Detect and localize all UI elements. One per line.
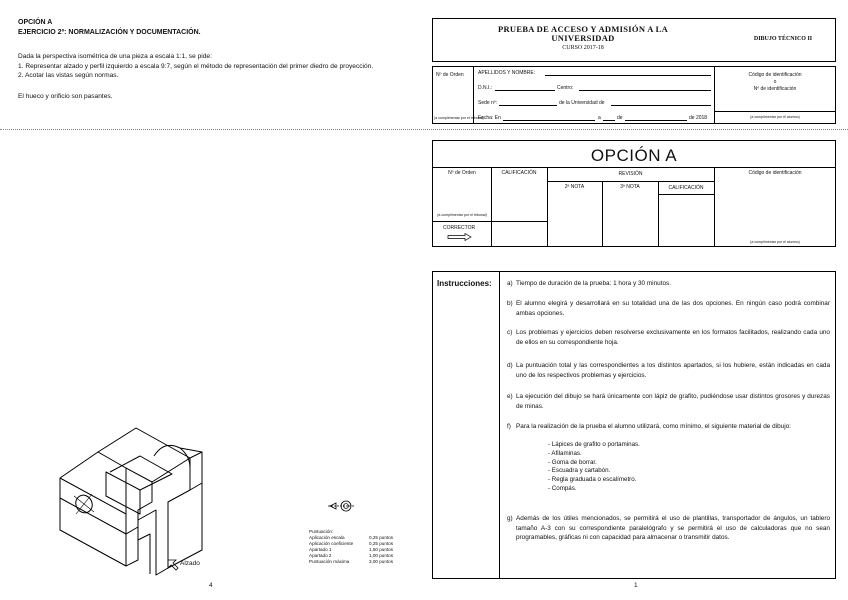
material-item: - Compás. [548,484,577,492]
grading-code-note: (a cumplimentar por el alumno) [750,240,800,244]
header-subject: DIBUJO TÉCNICO II [753,36,813,42]
date-year: de 2018 [689,115,708,121]
header-course: CURSO 2017-18 [562,45,604,51]
view-arrow-icon [166,558,180,572]
code-note: (a cumplimentar por el alumno) [750,115,800,119]
code-block [714,72,836,93]
task-1: 1. Representar alzado y perfil izquierdo a escala 9:7, según el método de representación del primer diedro de proyección. [18,63,374,70]
material-item: - Lápices de grafito o portaminas. [548,441,640,448]
date-de: de [617,115,623,121]
scoring-item: Aplicación escala [309,535,345,540]
instruction-label: b) [507,300,513,307]
scoring-block [309,529,393,565]
scoring-row [309,559,393,565]
center-label: Centro: [557,85,574,91]
dni-field[interactable] [495,90,555,91]
header-title-line1: PRUEBA DE ACCESO Y ADMISIÓN A LA [497,24,669,34]
surname-field[interactable] [545,75,711,76]
date-label: Fecha: En [478,115,501,121]
scoring-points: 0,25 puntos [369,535,394,540]
alzado-label: Alzado [180,560,200,567]
option-title: OPCIÓN A [590,146,678,165]
instruction-label: d) [507,362,513,369]
instruction-text: Los problemas y ejercicios deben resolverse exclusivamente en los formatos facilitados, realizando cada uno de ellos en su correspondiente hoja. [516,329,830,346]
scoring-item: Puntuación máxima [309,559,350,564]
material-item: - Escuadra y cartabón. [548,467,611,475]
nota2-label: 2ª NOTA [564,184,585,190]
grading-order-label: Nº de Orden [448,170,476,176]
instruction-item [507,328,830,347]
instruction-item [507,392,830,411]
date-month-field[interactable] [625,120,687,121]
scoring-item: Apartado 1 [309,547,332,552]
calificacion2-label: CALIFICACIÓN [668,185,704,191]
instruction-label: e) [507,393,513,400]
scoring-points: 0,25 puntos [369,541,394,546]
material-item: - Goma de borrar. [548,458,597,466]
nota3-label: 3ª NOTA [620,184,640,190]
header-title-line2: UNIVERSIDAD [551,33,615,43]
instruction-text: La ejecución del dibujo se hará únicamente con lápiz de grafito, pudiéndose usar distintos grosores y durezas de minas. [516,393,830,410]
left-block [60,452,126,534]
dni-label: D.N.I.: [478,85,493,91]
scoring-points: 3,00 puntos [369,559,394,564]
scoring-title: Puntuación: [309,529,334,534]
scoring-item: Aplicación coeficiente [309,541,354,546]
task-2: 2. Acotar las vistas según normas. [18,72,119,79]
seat-label: Sede nº: [478,100,498,106]
instruction-item [507,299,830,318]
exercise-heading: EJERCICIO 2º: NORMALIZACIÓN Y DOCUMENTACIÓN. [18,29,201,36]
revision-label: REVISIÓN [618,171,643,177]
intro-text: Dada la perspectiva isométrica de una pieza a escala 1:1, se pide: [18,53,212,60]
instruction-text: Para la realización de la prueba el alumno utilizará, como mínimo, el siguiente material de dibujo: [516,423,791,430]
instruction-item [507,361,830,380]
option-heading: OPCIÓN A [18,19,53,26]
university-label: de la Universidad de [559,100,605,106]
material-item: - Afilaminas. [548,449,582,457]
header-box [432,18,836,62]
order-note: (a cumplimentar por el tribunal) [434,116,484,120]
scoring-item: Apartado 2 [309,553,332,558]
instruction-item [507,514,830,543]
scoring-points: 1,50 puntos [369,547,394,552]
instruction-label: a) [507,280,513,287]
grading-order-note: (a cumplimentar por el tribunal) [437,213,487,217]
id-form-box [432,66,836,124]
fold-line [0,129,848,130]
instruction-text: El alumno elegirá y desarrollará en su totalidad una de las dos opciones. En ningún caso podrá combinar ambas opciones. [516,300,830,317]
grading-box [432,140,836,247]
instruction-label: g) [507,515,513,522]
instruction-label: c) [507,329,513,336]
hole [106,472,140,514]
date-day-field[interactable] [603,120,615,121]
scoring-points: 1,00 puntos [369,553,394,558]
center-field[interactable] [579,90,711,91]
order-label: Nº de Orden [436,72,464,78]
corrector-label: CORRECTOR [443,225,476,231]
right-post [138,458,190,575]
date-place-field[interactable] [503,120,595,121]
code-line1: Código de identificación [748,72,802,78]
corrector-arrow-icon [447,233,473,241]
instructions-heading: Instrucciones: [437,279,492,288]
page-number-right: 1 [634,582,638,589]
date-a: a [598,115,601,121]
instruction-text: Tiempo de duración de la prueba: 1 hora y 30 minutos. [516,280,672,287]
surname-label: APELLIDOS Y NOMBRE: [478,70,536,76]
instruction-text: Además de los útiles mencionados, se permitirá el uso de plantillas, transportador de ángulos, un tablero tamaño A-3 con su correspondiente paralelógrafo y se permitirá el uso de calculadoras que no sean programables, gráficas ni con capacidad para almacenar o transmitir datos. [516,515,830,542]
top-face [98,428,190,482]
page-number-left: 4 [209,582,213,589]
code-line3: Nº de identificación [753,86,797,92]
note-text: El hueco y orificio son pasantes. [18,93,113,100]
grading-code-label: Código de identificación [748,170,802,176]
first-angle-symbol-icon [328,498,356,514]
isometric-drawing [40,390,240,580]
university-field[interactable] [611,105,711,106]
right-face-base [126,527,138,566]
material-item: - Regla graduada o escalímetro. [548,476,637,484]
header-title [433,25,733,43]
calificacion-label: CALIFICACIÓN [501,170,537,176]
code-line2: o [773,79,777,85]
materials-list [548,441,640,494]
instruction-text: La puntuación total y las correspondientes a los distintos apartados, si los hubiere, están indicadas en cada uno de los respectivos problemas y ejercicios. [516,362,830,379]
instruction-label: f) [507,423,511,430]
instruction-item [507,279,830,289]
instruction-item [507,422,830,432]
seat-field[interactable] [499,105,557,106]
